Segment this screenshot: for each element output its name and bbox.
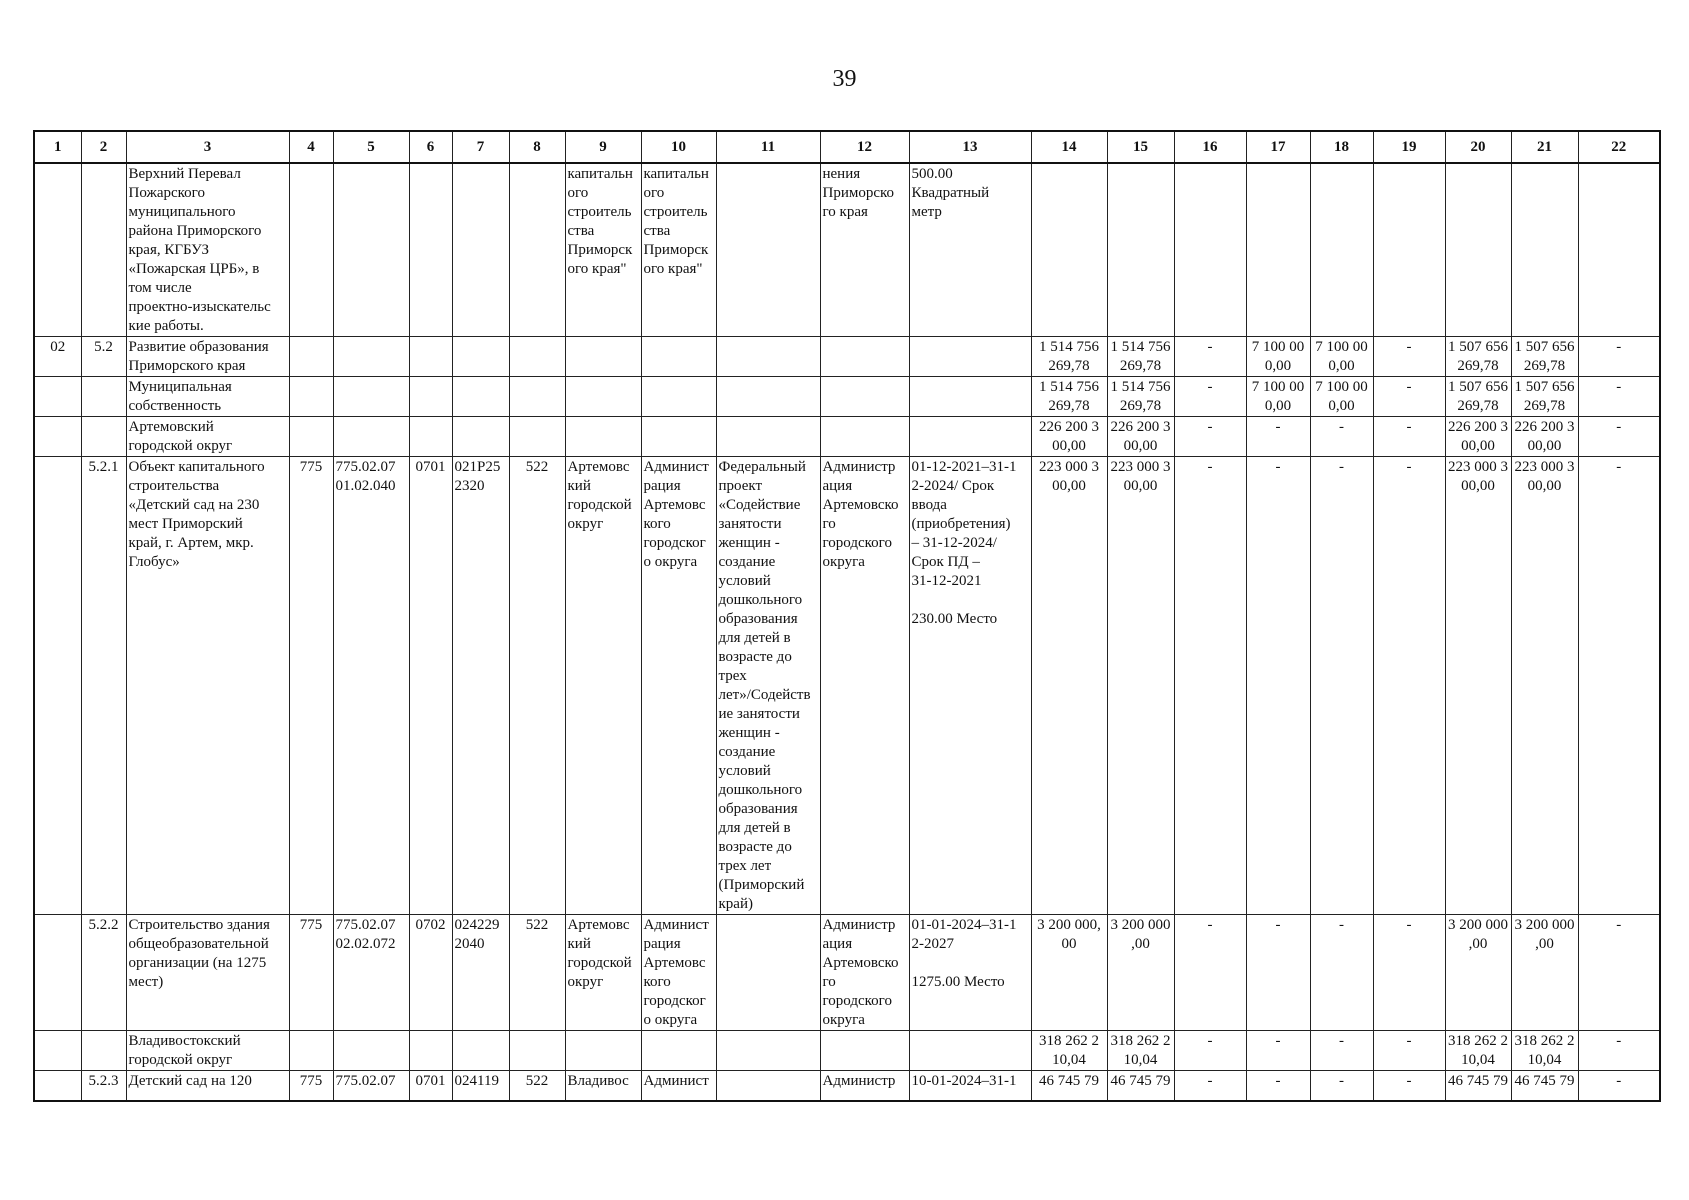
- table-cell-col-21: 46 745 79: [1511, 1071, 1578, 1101]
- table-cell-col-10: Админист рация Артемовс кого городског о округа: [641, 915, 716, 1031]
- table-cell-col-12: [820, 337, 909, 377]
- table-cell-col-5: [333, 163, 409, 337]
- table-cell-col-15: 1 514 756 269,78: [1107, 377, 1174, 417]
- table-cell-col-7: [452, 417, 509, 457]
- table-cell-col-8: [509, 377, 565, 417]
- table-cell-col-14: 3 200 000, 00: [1031, 915, 1107, 1031]
- table-cell-col-11: [716, 337, 820, 377]
- table-cell-col-17: 7 100 00 0,00: [1246, 337, 1310, 377]
- table-cell-col-1: [34, 417, 81, 457]
- table-cell-col-5: [333, 1031, 409, 1071]
- table-cell-col-22: [1578, 163, 1660, 337]
- table-cell-col-12: [820, 1031, 909, 1071]
- table-cell-col-13: 01-01-2024–31-1 2-2027 1275.00 Место: [909, 915, 1031, 1031]
- table-cell-col-4: 775: [289, 915, 333, 1031]
- table-cell-col-9: [565, 1031, 641, 1071]
- table-cell-col-6: [409, 163, 452, 337]
- table-row: [34, 163, 1660, 337]
- table-cell-col-20: [1445, 163, 1511, 337]
- table-cell-col-10: капитальн ого строитель ства Приморск ого края": [641, 163, 716, 337]
- table-cell-col-20: 46 745 79: [1445, 1071, 1511, 1101]
- table-cell-col-19: -: [1373, 1071, 1445, 1101]
- table-cell-col-2: 5.2.1: [81, 457, 126, 915]
- table-cell-col-12: нения Приморско го края: [820, 163, 909, 337]
- table-cell-col-6: [409, 1031, 452, 1071]
- table-cell-col-15: 46 745 79: [1107, 1071, 1174, 1101]
- table-cell-col-15: [1107, 163, 1174, 337]
- table-cell-col-3: Строительство здания общеобразовательной организации (на 1275 мест): [126, 915, 289, 1031]
- table-cell-col-17: 7 100 00 0,00: [1246, 377, 1310, 417]
- table-cell-col-17: -: [1246, 1071, 1310, 1101]
- table-cell-col-14: 1 514 756 269,78: [1031, 337, 1107, 377]
- table-cell-col-7: 024119: [452, 1071, 509, 1101]
- table-cell-col-3: Муниципальная собственность: [126, 377, 289, 417]
- column-header-12: 12: [820, 131, 909, 163]
- table-cell-col-7: [452, 1031, 509, 1071]
- table-cell-col-11: [716, 1071, 820, 1101]
- table-cell-col-5: 775.02.07: [333, 1071, 409, 1101]
- table-cell-col-22: -: [1578, 457, 1660, 915]
- table-cell-col-22: -: [1578, 417, 1660, 457]
- table-cell-col-10: [641, 1031, 716, 1071]
- table-cell-col-15: 3 200 000 ,00: [1107, 915, 1174, 1031]
- table-cell-col-2: 5.2: [81, 337, 126, 377]
- table-cell-col-13: 01-12-2021–31-1 2-2024/ Срок ввода (приобретения) – 31-12-2024/ Срок ПД – 31-12-2021 230.00 Место: [909, 457, 1031, 915]
- budget-table: [33, 130, 1661, 1102]
- column-number-header-row: [34, 131, 1660, 163]
- table-cell-col-10: [641, 417, 716, 457]
- table-cell-col-2: [81, 377, 126, 417]
- table-cell-col-19: [1373, 163, 1445, 337]
- table-cell-col-18: -: [1310, 1071, 1373, 1101]
- table-cell-col-14: 226 200 3 00,00: [1031, 417, 1107, 457]
- table-cell-col-15: 1 514 756 269,78: [1107, 337, 1174, 377]
- table-cell-col-16: -: [1174, 417, 1246, 457]
- table-cell-col-9: Владивос: [565, 1071, 641, 1101]
- table-cell-col-2: [81, 1031, 126, 1071]
- table-cell-col-16: -: [1174, 915, 1246, 1031]
- table-cell-col-16: -: [1174, 1071, 1246, 1101]
- column-header-7: 7: [452, 131, 509, 163]
- table-cell-col-10: Админист рация Артемовс кого городског о округа: [641, 457, 716, 915]
- table-cell-col-18: -: [1310, 457, 1373, 915]
- table-cell-col-21: 318 262 2 10,04: [1511, 1031, 1578, 1071]
- table-cell-col-5: [333, 377, 409, 417]
- table-cell-col-17: -: [1246, 457, 1310, 915]
- table-row: [34, 457, 1660, 915]
- table-cell-col-1: [34, 457, 81, 915]
- table-cell-col-4: [289, 1031, 333, 1071]
- table-cell-col-2: [81, 417, 126, 457]
- column-header-10: 10: [641, 131, 716, 163]
- column-header-20: 20: [1445, 131, 1511, 163]
- table-cell-col-3: Владивостокский городской округ: [126, 1031, 289, 1071]
- table-cell-col-14: 318 262 2 10,04: [1031, 1031, 1107, 1071]
- table-cell-col-21: 1 507 656 269,78: [1511, 377, 1578, 417]
- table-cell-col-16: [1174, 163, 1246, 337]
- table-cell-col-13: [909, 417, 1031, 457]
- table-cell-col-20: 318 262 2 10,04: [1445, 1031, 1511, 1071]
- table-cell-col-4: [289, 377, 333, 417]
- table-cell-col-11: [716, 417, 820, 457]
- table-cell-col-1: 02: [34, 337, 81, 377]
- table-cell-col-21: 226 200 3 00,00: [1511, 417, 1578, 457]
- table-cell-col-2: 5.2.2: [81, 915, 126, 1031]
- column-header-16: 16: [1174, 131, 1246, 163]
- table-cell-col-4: [289, 337, 333, 377]
- column-header-2: 2: [81, 131, 126, 163]
- table-cell-col-9: [565, 417, 641, 457]
- table-cell-col-8: 522: [509, 457, 565, 915]
- column-header-14: 14: [1031, 131, 1107, 163]
- table-cell-col-19: -: [1373, 1031, 1445, 1071]
- table-cell-col-20: 226 200 3 00,00: [1445, 417, 1511, 457]
- table-cell-col-21: 3 200 000 ,00: [1511, 915, 1578, 1031]
- table-cell-col-19: -: [1373, 337, 1445, 377]
- table-cell-col-6: 0701: [409, 1071, 452, 1101]
- column-header-1: 1: [34, 131, 81, 163]
- column-header-6: 6: [409, 131, 452, 163]
- table-cell-col-4: [289, 417, 333, 457]
- table-cell-col-12: Администр: [820, 1071, 909, 1101]
- table-cell-col-8: [509, 163, 565, 337]
- table-cell-col-1: [34, 1071, 81, 1101]
- table-cell-col-16: -: [1174, 337, 1246, 377]
- table-cell-col-7: 024229 2040: [452, 915, 509, 1031]
- table-cell-col-3: Объект капитального строительства «Детский сад на 230 мест Приморский край, г. Артем, мкр. Глобус»: [126, 457, 289, 915]
- table-cell-col-17: -: [1246, 1031, 1310, 1071]
- table-cell-col-1: [34, 1031, 81, 1071]
- table-cell-col-21: 223 000 3 00,00: [1511, 457, 1578, 915]
- table-cell-col-11: Федеральный проект «Содействие занятости женщин - создание условий дошкольного образования для детей в возрасте до трех лет»/Содейств ие занятости женщин - создание условий дошкольного образования для детей в возрасте до трех лет (Приморский край): [716, 457, 820, 915]
- table-cell-col-1: [34, 377, 81, 417]
- table-cell-col-3: Детский сад на 120: [126, 1071, 289, 1101]
- column-header-8: 8: [509, 131, 565, 163]
- table-cell-col-18: [1310, 163, 1373, 337]
- column-header-15: 15: [1107, 131, 1174, 163]
- table-cell-col-19: -: [1373, 417, 1445, 457]
- table-cell-col-16: -: [1174, 377, 1246, 417]
- table-cell-col-9: [565, 377, 641, 417]
- table-cell-col-5: 775.02.07 02.02.072: [333, 915, 409, 1031]
- table-row: [34, 1031, 1660, 1071]
- table-cell-col-20: 1 507 656 269,78: [1445, 337, 1511, 377]
- table-cell-col-18: -: [1310, 1031, 1373, 1071]
- table-cell-col-8: [509, 337, 565, 377]
- table-cell-col-14: 1 514 756 269,78: [1031, 377, 1107, 417]
- table-cell-col-6: [409, 337, 452, 377]
- table-cell-col-18: 7 100 00 0,00: [1310, 337, 1373, 377]
- column-header-22: 22: [1578, 131, 1660, 163]
- table-cell-col-3: Развитие образования Приморского края: [126, 337, 289, 377]
- table-row: [34, 337, 1660, 377]
- table-cell-col-16: -: [1174, 457, 1246, 915]
- table-cell-col-13: [909, 377, 1031, 417]
- table-cell-col-19: -: [1373, 377, 1445, 417]
- table-cell-col-10: Админист: [641, 1071, 716, 1101]
- table-cell-col-18: 7 100 00 0,00: [1310, 377, 1373, 417]
- table-body: [34, 163, 1660, 1101]
- table-cell-col-15: 226 200 3 00,00: [1107, 417, 1174, 457]
- column-header-3: 3: [126, 131, 289, 163]
- table-cell-col-22: -: [1578, 377, 1660, 417]
- column-header-13: 13: [909, 131, 1031, 163]
- table-cell-col-7: [452, 337, 509, 377]
- table-cell-col-13: 500.00 Квадратный метр: [909, 163, 1031, 337]
- table-cell-col-9: Артемовс кий городской округ: [565, 457, 641, 915]
- table-cell-col-2: 5.2.3: [81, 1071, 126, 1101]
- table-cell-col-4: 775: [289, 457, 333, 915]
- table-cell-col-15: 318 262 2 10,04: [1107, 1031, 1174, 1071]
- column-header-9: 9: [565, 131, 641, 163]
- table-cell-col-22: -: [1578, 1031, 1660, 1071]
- table-cell-col-1: [34, 915, 81, 1031]
- table-cell-col-14: [1031, 163, 1107, 337]
- table-cell-col-13: 10-01-2024–31-1: [909, 1071, 1031, 1101]
- column-header-19: 19: [1373, 131, 1445, 163]
- table-cell-col-8: 522: [509, 1071, 565, 1101]
- column-header-5: 5: [333, 131, 409, 163]
- table-cell-col-20: 1 507 656 269,78: [1445, 377, 1511, 417]
- table-cell-col-13: [909, 1031, 1031, 1071]
- table-cell-col-21: 1 507 656 269,78: [1511, 337, 1578, 377]
- table-cell-col-6: [409, 377, 452, 417]
- table-cell-col-8: 522: [509, 915, 565, 1031]
- table-cell-col-18: -: [1310, 417, 1373, 457]
- column-header-18: 18: [1310, 131, 1373, 163]
- table-cell-col-6: 0701: [409, 457, 452, 915]
- table-cell-col-9: капитальн ого строитель ства Приморск ого края": [565, 163, 641, 337]
- column-header-17: 17: [1246, 131, 1310, 163]
- table-cell-col-11: [716, 915, 820, 1031]
- table-cell-col-14: 223 000 3 00,00: [1031, 457, 1107, 915]
- table-cell-col-19: -: [1373, 915, 1445, 1031]
- table-cell-col-10: [641, 377, 716, 417]
- table-cell-col-22: -: [1578, 1071, 1660, 1101]
- table-cell-col-11: [716, 163, 820, 337]
- table-cell-col-15: 223 000 3 00,00: [1107, 457, 1174, 915]
- table-cell-col-11: [716, 377, 820, 417]
- table-cell-col-6: [409, 417, 452, 457]
- table-cell-col-14: 46 745 79: [1031, 1071, 1107, 1101]
- table-cell-col-1: [34, 163, 81, 337]
- table-cell-col-5: [333, 417, 409, 457]
- column-header-11: 11: [716, 131, 820, 163]
- table-cell-col-20: 223 000 3 00,00: [1445, 457, 1511, 915]
- table-cell-col-3: Верхний Перевал Пожарского муниципального района Приморского края, КГБУЗ «Пожарская ЦРБ», в том числе проектно-изыскательс кие работы.: [126, 163, 289, 337]
- table-cell-col-21: [1511, 163, 1578, 337]
- table-cell-col-2: [81, 163, 126, 337]
- page-number: 39: [832, 66, 857, 92]
- table-cell-col-12: Администр ация Артемовско го городского округа: [820, 457, 909, 915]
- table-cell-col-19: -: [1373, 457, 1445, 915]
- table-cell-col-9: [565, 337, 641, 377]
- table-row: [34, 417, 1660, 457]
- table-cell-col-9: Артемовс кий городской округ: [565, 915, 641, 1031]
- table-cell-col-22: -: [1578, 337, 1660, 377]
- table-cell-col-7: [452, 163, 509, 337]
- table-cell-col-17: -: [1246, 417, 1310, 457]
- table-cell-col-11: [716, 1031, 820, 1071]
- table-cell-col-8: [509, 1031, 565, 1071]
- table-cell-col-17: [1246, 163, 1310, 337]
- table-row: [34, 377, 1660, 417]
- table-cell-col-5: 775.02.07 01.02.040: [333, 457, 409, 915]
- table-cell-col-20: 3 200 000 ,00: [1445, 915, 1511, 1031]
- table-cell-col-3: Артемовский городской округ: [126, 417, 289, 457]
- table-cell-col-5: [333, 337, 409, 377]
- table-cell-col-16: -: [1174, 1031, 1246, 1071]
- table-cell-col-8: [509, 417, 565, 457]
- column-header-4: 4: [289, 131, 333, 163]
- table-cell-col-12: [820, 377, 909, 417]
- table-cell-col-12: Администр ация Артемовско го городского округа: [820, 915, 909, 1031]
- column-header-21: 21: [1511, 131, 1578, 163]
- table-cell-col-7: 021P25 2320: [452, 457, 509, 915]
- table-cell-col-10: [641, 337, 716, 377]
- table-cell-col-4: 775: [289, 1071, 333, 1101]
- table-cell-col-17: -: [1246, 915, 1310, 1031]
- table-cell-col-18: -: [1310, 915, 1373, 1031]
- table-row: [34, 915, 1660, 1031]
- table-cell-col-22: -: [1578, 915, 1660, 1031]
- table-row: [34, 1071, 1660, 1101]
- table-cell-col-7: [452, 377, 509, 417]
- table-cell-col-12: [820, 417, 909, 457]
- table-cell-col-13: [909, 337, 1031, 377]
- table-cell-col-6: 0702: [409, 915, 452, 1031]
- table-cell-col-4: [289, 163, 333, 337]
